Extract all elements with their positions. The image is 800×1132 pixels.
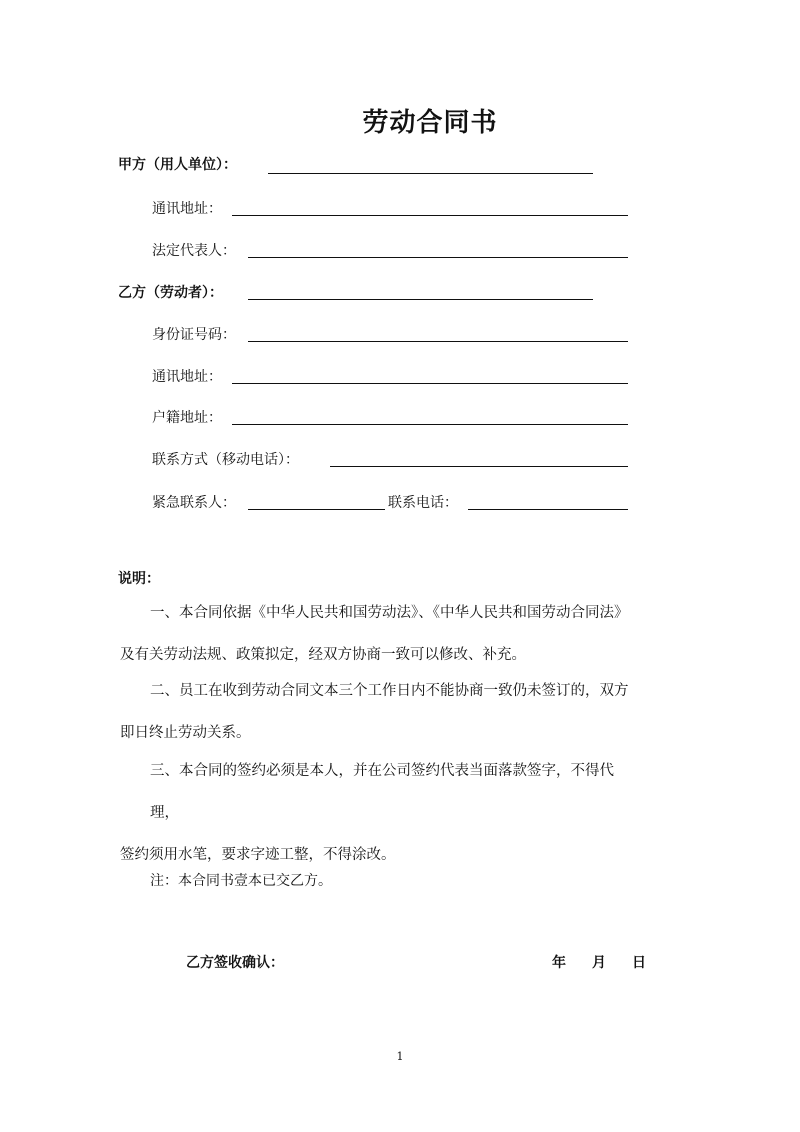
note-item-2-line2: 即日终止劳动关系。 xyxy=(120,725,251,741)
party-b-id-label: 身份证号码： xyxy=(152,327,236,343)
party-b-mobile-label: 联系方式（移动电话）： xyxy=(152,452,299,468)
remark: 注：本合同书壹本已交乙方。 xyxy=(150,873,332,889)
note-item-1 xyxy=(120,592,640,676)
notes-heading: 说明： xyxy=(118,571,160,587)
party-b-address-label: 通讯地址： xyxy=(152,369,222,385)
party-a-representative-label: 法定代表人： xyxy=(152,243,236,259)
party-b-address-field[interactable] xyxy=(232,383,628,384)
document-title: 劳动合同书 xyxy=(362,108,498,138)
note-item-1-line2: 及有关劳动法规、政策拟定，经双方协商一致可以修改、补充。 xyxy=(120,647,526,663)
emergency-contact-label: 紧急联系人： xyxy=(152,495,236,511)
party-b-id-field[interactable] xyxy=(248,341,628,342)
party-a-field[interactable] xyxy=(268,173,593,174)
party-a-address-label: 通讯地址： xyxy=(152,201,222,217)
note-item-3-line2: 签约须用水笔，要求字迹工整，不得涂改。 xyxy=(120,847,396,863)
emergency-phone-label: 联系电话： xyxy=(388,495,458,511)
emergency-contact-field[interactable] xyxy=(248,509,385,510)
signature-label: 乙方签收确认： xyxy=(186,955,284,971)
page-number: 1 xyxy=(396,1050,404,1063)
party-b-field[interactable] xyxy=(248,299,593,300)
emergency-phone-field[interactable] xyxy=(468,509,628,510)
party-a-address-field[interactable] xyxy=(232,215,628,216)
party-b-mobile-field[interactable] xyxy=(330,466,628,467)
note-item-3-line1: 三、本合同的签约必须是本人，并在公司签约代表当面落款签字，不得代理， xyxy=(150,763,614,821)
signature-year: 年 xyxy=(552,955,566,971)
signature-day: 日 xyxy=(632,955,646,971)
note-item-2-line1: 二、员工在收到劳动合同文本三个工作日内不能协商一致仍未签订的，双方 xyxy=(150,683,629,699)
party-a-representative-field[interactable] xyxy=(248,257,628,258)
party-b-label: 乙方（劳动者）： xyxy=(118,285,223,301)
signature-month: 月 xyxy=(592,955,606,971)
party-b-household-field[interactable] xyxy=(232,424,628,425)
note-item-2 xyxy=(120,670,640,754)
note-item-3 xyxy=(120,750,640,876)
party-b-household-label: 户籍地址： xyxy=(152,410,222,426)
party-a-label: 甲方（用人单位）： xyxy=(118,157,237,173)
note-item-1-line1: 一、本合同依据《中华人民共和国劳动法》、《中华人民共和国劳动合同法》 xyxy=(150,605,629,621)
